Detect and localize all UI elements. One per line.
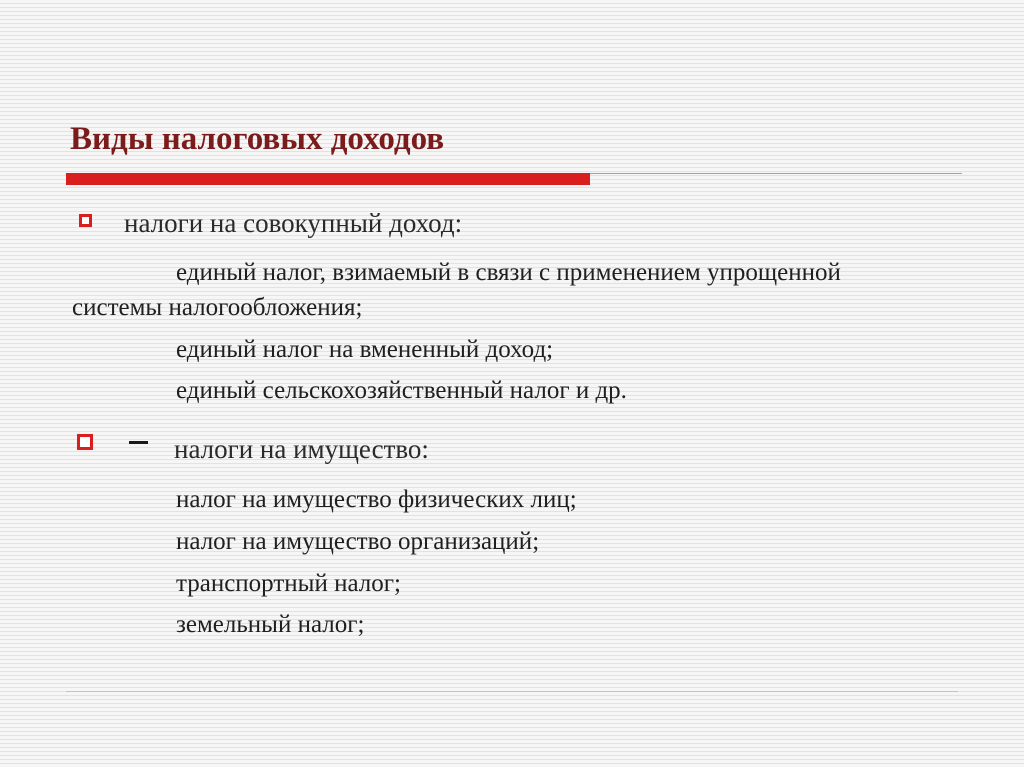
slide-title: Виды налоговых доходов: [70, 121, 445, 157]
list-item: налог на имущество физических лиц;: [176, 486, 577, 513]
section-heading-property: налоги на имущество:: [174, 434, 429, 464]
red-square-icon: [77, 434, 93, 450]
list-item: транспортный налог;: [176, 570, 401, 597]
list-item: земельный налог;: [176, 611, 365, 638]
dash-mark: [129, 441, 148, 444]
footer-rule: [66, 691, 958, 692]
list-item: единый сельскохозяйственный налог и др.: [176, 377, 627, 404]
title-underline-thin: [590, 173, 962, 174]
list-item: налог на имущество организаций;: [176, 528, 540, 555]
red-square-icon: [79, 214, 92, 227]
title-underline-thick: [66, 173, 590, 185]
list-item: системы налогообложения;: [72, 294, 363, 321]
list-item: единый налог на вмененный доход;: [176, 336, 554, 363]
section-heading-income: налоги на совокупный доход:: [124, 208, 463, 238]
list-item: единый налог, взимаемый в связи с применением упрощенной: [176, 259, 841, 286]
